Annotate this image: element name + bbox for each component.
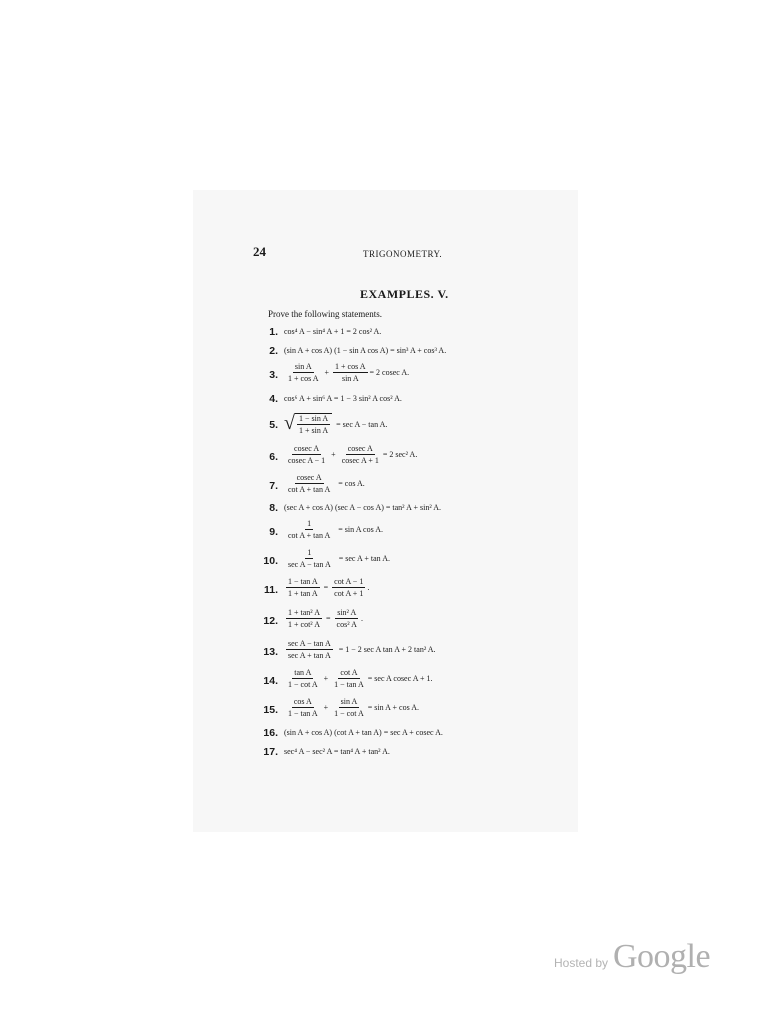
problem-expression: (sin A + cos A) (1 − sin A cos A) = sin³ A + cos³ A. [284, 346, 447, 355]
problem-expression [284, 473, 365, 494]
problem-expression: (sec A + cos A) (sec A − cos A) = tan² A + sin² A. [284, 503, 442, 512]
problem-number: 13. [263, 646, 278, 658]
fraction [286, 668, 320, 689]
problem-expression [284, 548, 390, 569]
denominator: 1 − tan A [288, 709, 318, 718]
fraction [286, 639, 333, 660]
right-hand-side: = sec A cosec A + 1. [367, 674, 433, 683]
fraction [286, 548, 333, 569]
problem-number: 12. [263, 615, 278, 627]
operator: + [323, 703, 329, 712]
problem-expression [284, 413, 387, 435]
fraction [286, 697, 320, 718]
denominator: sec A + tan A [288, 651, 331, 660]
denominator: cosec A − 1 [288, 456, 326, 465]
operator: = [326, 614, 331, 623]
problem-3 [256, 362, 556, 392]
section-title: EXAMPLES. V. [360, 287, 449, 301]
right-hand-side: = 1 − 2 sec A tan A + 2 tan² A. [338, 645, 436, 654]
fraction [286, 473, 332, 494]
fraction [286, 577, 320, 598]
problem-13 [256, 639, 556, 669]
instruction-text: Prove the following statements. [268, 309, 382, 319]
right-hand-side: . [360, 614, 363, 623]
radical-sign: √ [284, 412, 295, 434]
numerator: sin A [294, 362, 312, 371]
right-hand-side: = sec A + tan A. [338, 554, 390, 563]
problem-expression [284, 444, 417, 465]
problem-number: 15. [263, 704, 278, 716]
problem-number: 6. [269, 451, 278, 463]
problem-expression [284, 519, 383, 540]
numerator: cos A [293, 697, 312, 706]
denominator: cot A + tan A [288, 531, 331, 540]
running-head: TRIGONOMETRY. [363, 249, 443, 259]
problem-number: 5. [269, 419, 278, 431]
problem-number: 9. [269, 526, 278, 538]
fraction [297, 414, 330, 435]
hosted-by-label: Hosted by [554, 956, 609, 970]
problem-expression [284, 577, 369, 598]
problem-expression [284, 697, 419, 718]
problem-7 [256, 473, 556, 503]
denominator: 1 − cot A [288, 680, 318, 689]
numerator: cosec A [294, 444, 320, 453]
problem-number: 11. [263, 584, 278, 596]
numerator: cosec A [347, 444, 373, 453]
numerator: 1 [307, 519, 312, 528]
problem-6 [256, 444, 556, 474]
problem-expression: (sin A + cos A) (cot A + tan A) = sec A + cosec A. [284, 728, 443, 737]
problem-5 [256, 413, 556, 443]
problem-17 [256, 746, 556, 776]
problem-expression [284, 608, 363, 629]
problem-number: 4. [269, 393, 278, 405]
fraction [335, 608, 359, 629]
denominator: cot A + 1 [334, 589, 364, 598]
denominator: 1 + cot² A [288, 620, 321, 629]
problem-expression [284, 639, 436, 660]
fraction [332, 697, 366, 718]
numerator: 1 + cos A [335, 362, 366, 371]
denominator: 1 − tan A [334, 680, 364, 689]
problem-number: 7. [269, 480, 278, 492]
denominator: 1 + cos A [288, 374, 319, 383]
right-hand-side: = sin A cos A. [338, 525, 384, 534]
denominator: sec A − tan A [288, 560, 331, 569]
numerator: cosec A [296, 473, 322, 482]
problem-11 [256, 577, 556, 607]
operator: + [323, 674, 329, 683]
operator: + [324, 368, 330, 377]
fraction [340, 444, 381, 465]
numerator: cot A − 1 [334, 577, 364, 586]
problem-9 [256, 519, 556, 549]
denominator: 1 + tan A [288, 589, 318, 598]
fraction [332, 577, 365, 598]
fraction [286, 362, 321, 383]
problem-14 [256, 668, 556, 698]
problem-number: 2. [269, 345, 278, 357]
numerator: 1 − tan A [288, 577, 318, 586]
problem-expression: sec⁴ A − sec² A = tan⁴ A + tan² A. [284, 747, 390, 756]
denominator: cos² A [336, 620, 357, 629]
problem-number: 1. [269, 326, 278, 338]
denominator: 1 + sin A [298, 426, 329, 435]
fraction [286, 608, 322, 629]
denominator: cot A + tan A [288, 485, 331, 494]
denominator: sin A [341, 374, 359, 383]
page-number: 24 [253, 244, 266, 259]
numerator: 1 [307, 548, 312, 557]
denominator: cosec A + 1 [341, 456, 379, 465]
problem-10 [256, 548, 556, 578]
right-hand-side: . [367, 583, 370, 592]
problem-expression [284, 668, 433, 689]
problem-15 [256, 697, 556, 727]
operator: + [331, 450, 336, 459]
problem-expression: cos⁴ A − sin⁴ A + 1 = 2 cos² A. [284, 327, 382, 336]
problem-12 [256, 608, 556, 638]
fraction [333, 362, 368, 383]
right-hand-side: = 2 sec² A. [382, 450, 418, 459]
problem-expression: cos⁶ A + sin⁶ A = 1 − 3 sin² A cos² A. [284, 394, 402, 403]
google-logo: Google [613, 938, 711, 975]
problem-expression [284, 362, 409, 383]
fraction [286, 444, 327, 465]
radicand [295, 413, 332, 435]
numerator: sec A − tan A [288, 639, 331, 648]
right-hand-side: = 2 cosec A. [369, 368, 410, 377]
right-hand-side: = sec A − tan A. [336, 419, 388, 429]
operator: = [323, 583, 329, 592]
problem-number: 8. [269, 502, 278, 514]
numerator: sin A [340, 697, 358, 706]
numerator: tan A [294, 668, 312, 677]
right-hand-side: = cos A. [338, 479, 365, 488]
problem-number: 17. [263, 746, 278, 758]
numerator: sin² A [337, 608, 357, 617]
square-root [284, 413, 332, 435]
problem-number: 16. [263, 727, 278, 739]
problem-number: 10. [263, 555, 278, 567]
denominator: 1 − cot A [334, 709, 364, 718]
fraction [332, 668, 366, 689]
numerator: 1 − sin A [298, 414, 329, 423]
right-hand-side: = sin A + cos A. [367, 703, 420, 712]
numerator: cot A [340, 668, 358, 677]
problem-number: 3. [269, 369, 278, 381]
problem-number: 14. [263, 675, 278, 687]
numerator: 1 + tan² A [288, 608, 321, 617]
fraction [286, 519, 332, 540]
